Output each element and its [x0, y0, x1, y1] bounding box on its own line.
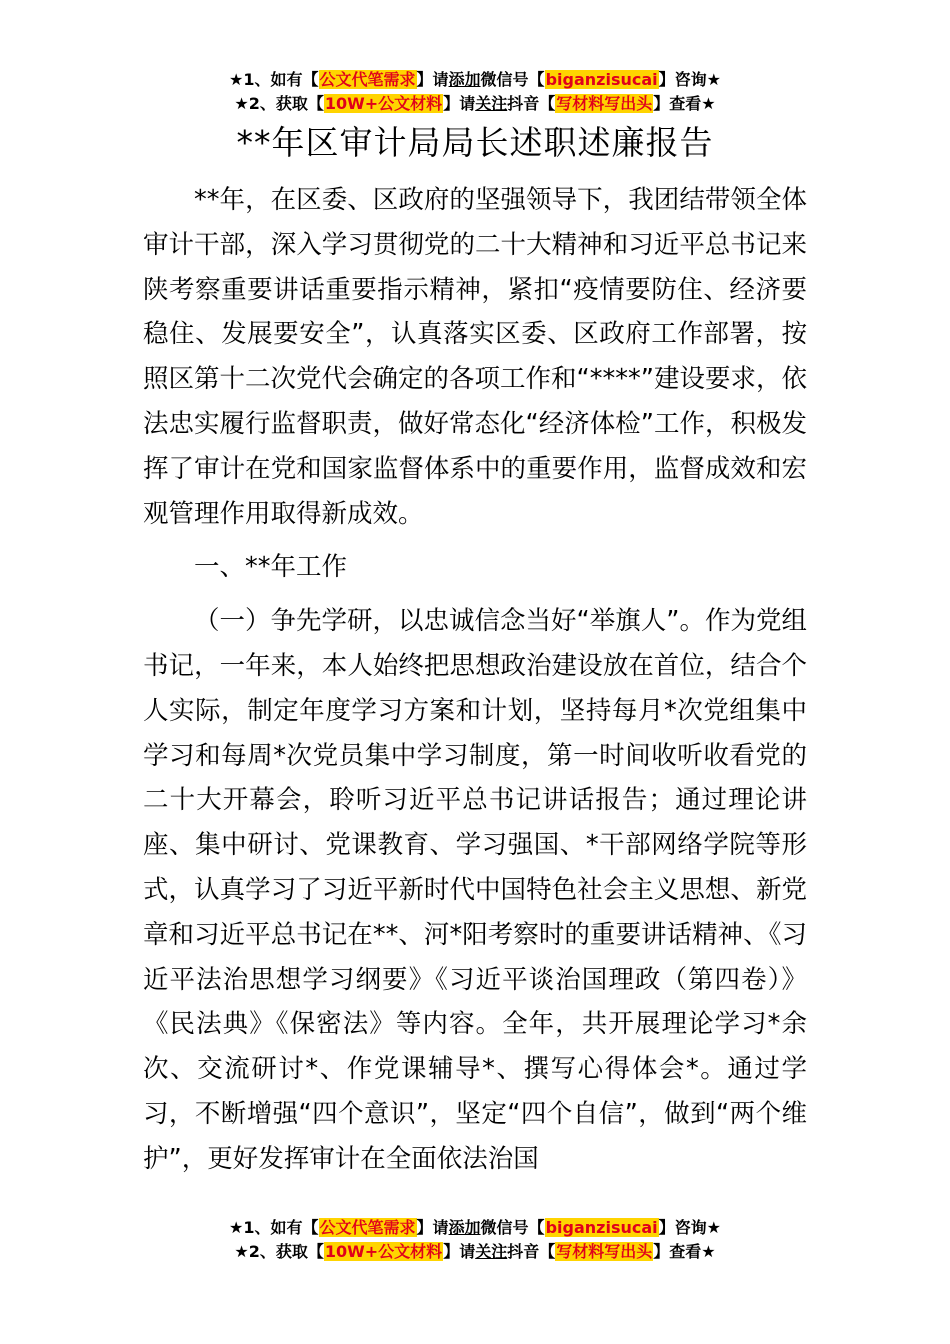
highlight-ghostwriting: 公文代笔需求 [319, 70, 416, 89]
footer-banner-line-1: ★1、如有【公文代笔需求】请添加微信号【biganzisucai】咨询★ [229, 1218, 721, 1237]
highlight-wechat-id: biganzisucai [545, 70, 658, 89]
highlight-douyin-account: 写材料写出头 [556, 1242, 653, 1261]
banner-line-1: ★1、如有【公文代笔需求】请添加微信号【biganzisucai】咨询★ [229, 70, 721, 89]
paragraph-study: （一）争先学研，以忠诚信念当好“举旗人”。作为党组书记，一年来，本人始终把思想政治建设放在首位，结合个人实际，制定年度学习方案和计划，坚持每月*次党组集中学习和每周*次党员集中学习制度，第一时间收听收看党的二十大开幕会，聆听习近平总书记讲话报告；通过理论讲座、集中研讨、党课教育、学习强国、*干部网络学院等形式，认真学习了习近平新时代中国特色社会主义思想、新党章和习近平总书记在**、河*阳考察时的重要讲话精神、《习近平法治思想学习纲要》《习近平谈治国理政（第四卷）》《民法典》《保密法》等内容。全年，共开展理论学习*余次、交流研讨*、作党课辅导*、撰写心得体会*。通过学习，不断增强“四个意识”，坚定“四个自信”，做到“两个维护”，更好发挥审计在全面依法治国 [143, 606, 807, 1174]
highlight-materials: 10W+公文材料 [324, 94, 443, 113]
banner-line-2: ★2、获取【10W+公文材料】请关注抖音【写材料写出头】查看★ [234, 94, 716, 113]
paragraph-intro: **年，在区委、区政府的坚强领导下，我团结带领全体审计干部，深入学习贯彻党的二十大精神和习近平总书记来陕考察重要讲话重要指示精神，紧扣“疫情要防住、经济要稳住、发展要安全”，认真落实区委、区政府工作部署，按照区第十二次党代会确定的各项工作和“****”建设要求，依法忠实履行监督职责，做好常态化“经济体检”工作，积极发挥了审计在党和国家监督体系中的重要作用，监督成效和宏观管理作用取得新成效。 [143, 185, 807, 529]
document-body [143, 178, 807, 1182]
footer-banner-line-2: ★2、获取【10W+公文材料】请关注抖音【写材料写出头】查看★ [234, 1242, 716, 1261]
underlined-follow: 关注 [475, 1242, 508, 1261]
highlight-materials: 10W+公文材料 [324, 1242, 443, 1261]
underlined-add: 添加 [448, 1218, 481, 1237]
footer-banner [0, 1216, 950, 1264]
document-title: **年区审计局局长述职述廉报告 [236, 123, 714, 162]
highlight-douyin-account: 写材料写出头 [556, 94, 653, 113]
section-heading: 一、**年工作 [194, 552, 348, 583]
header-banner [0, 68, 950, 116]
highlight-wechat-id: biganzisucai [545, 1218, 658, 1237]
highlight-ghostwriting: 公文代笔需求 [319, 1218, 416, 1237]
underlined-follow: 关注 [475, 94, 508, 113]
underlined-add: 添加 [448, 70, 481, 89]
